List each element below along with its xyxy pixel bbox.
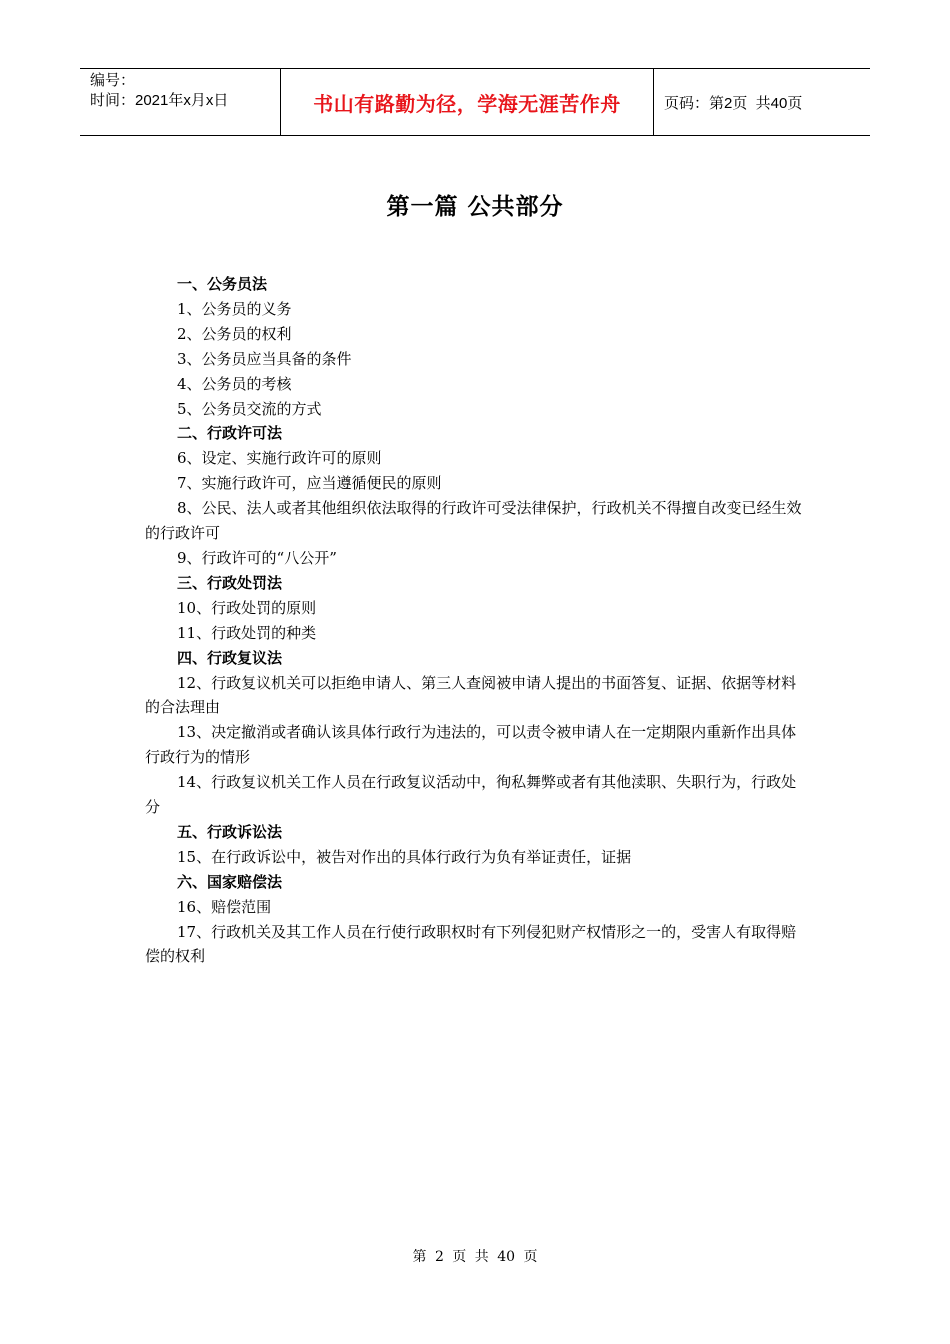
list-item: 17、行政机关及其工作人员在行使行政职权时有下列侵犯财产权情形之一的，受害人有取得赔偿的权利: [145, 922, 797, 966]
list-item: 10、行政处罚的原则: [177, 598, 317, 617]
list-item: 2、公务员的权利: [177, 324, 292, 343]
list-item: 4、公务员的考核: [177, 374, 292, 393]
section-heading: 二、行政许可法: [177, 424, 283, 443]
section-heading: 五、行政诉讼法: [177, 822, 283, 841]
document-header: [80, 68, 870, 136]
section-heading: 四、行政复议法: [177, 648, 283, 667]
header-motto: 书山有路勤为径，学海无涯苦作舟: [281, 69, 654, 135]
list-item: 16、赔偿范围: [177, 897, 272, 916]
list-item: 9、行政许可的“八公开”: [177, 548, 337, 567]
section-heading: 三、行政处罚法: [177, 573, 283, 592]
header-meta-cell: [80, 69, 281, 135]
document-number-label: 编号：: [90, 72, 136, 89]
list-item: 1、公务员的义务: [177, 299, 292, 318]
list-item: 13、决定撤消或者确认该具体行政行为违法的，可以责令被申请人在一定期限内重新作出具体行政行为的情形: [145, 723, 797, 767]
list-item: 3、公务员应当具备的条件: [177, 349, 352, 368]
list-item: 5、公务员交流的方式: [177, 399, 322, 418]
section-heading: 六、国家赔偿法: [177, 872, 283, 891]
list-item: 6、设定、实施行政许可的原则: [177, 449, 382, 468]
list-item: 11、行政处罚的种类: [177, 623, 317, 642]
header-page-info: 页码：第2页 共40页: [664, 94, 803, 112]
list-item: 12、行政复议机关可以拒绝申请人、第三人查阅被申请人提出的书面答复、证据、依据等材料的合法理由: [145, 673, 797, 717]
header-page-info-cell: [654, 69, 870, 135]
section-heading: 一、公务员法: [177, 275, 268, 293]
page-title: 第一篇 公共部分: [386, 194, 564, 220]
list-item: 14、行政复议机关工作人员在行政复议活动中，徇私舞弊或者有其他渎职、失职行为，行政处分: [145, 773, 797, 817]
document-time-label: 时间：2021年x月x日: [90, 92, 229, 109]
document-body: [145, 272, 810, 969]
list-item: 7、实施行政许可，应当遵循便民的原则: [177, 474, 442, 493]
list-item: 15、在行政诉讼中，被告对作出的具体行政行为负有举证责任，证据: [177, 847, 632, 866]
page-footer: 第 2 页 共 40 页: [412, 1249, 538, 1265]
list-item: 8、公民、法人或者其他组织依法取得的行政许可受法律保护，行政机关不得擅自改变已经生效的行政许可: [145, 499, 802, 543]
